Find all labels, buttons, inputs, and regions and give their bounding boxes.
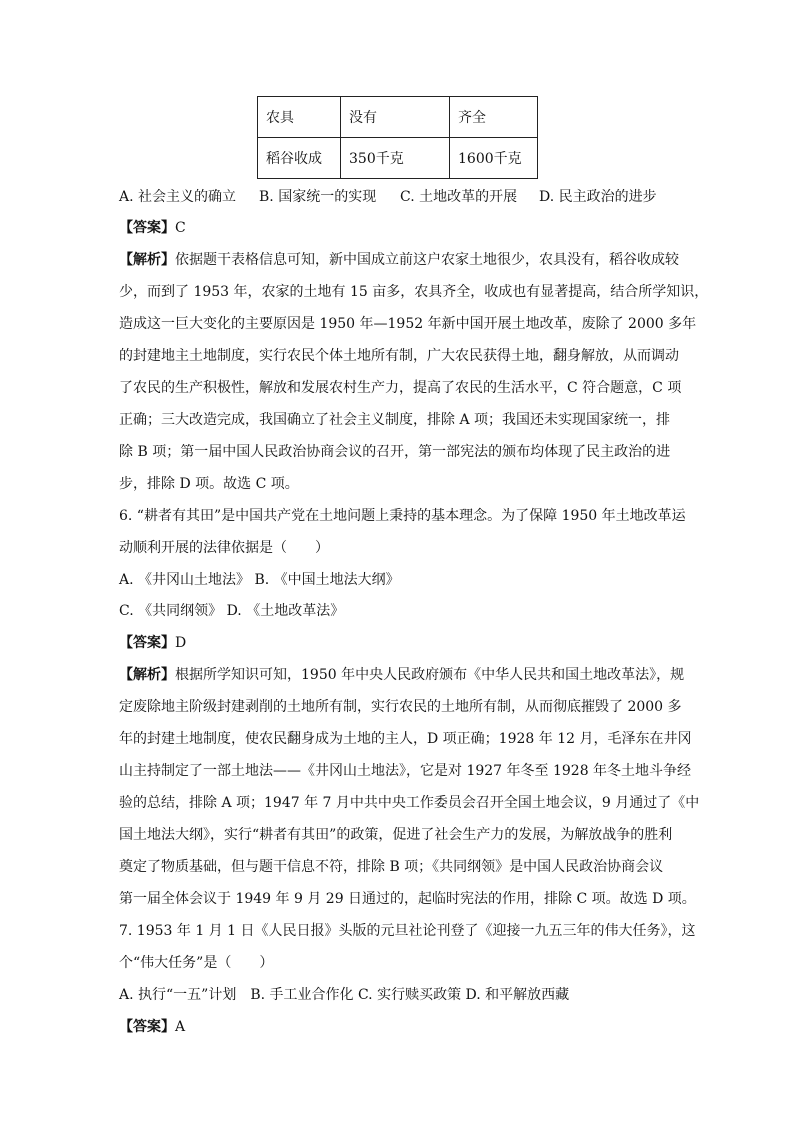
q7-options-line: A. 执行“一五”计划 B. 手工业合作化 C. 实行赎买政策 D. 和平解放西藏 — [119, 987, 570, 1003]
q5-analysis-line: 的封建地主土地制度，实行农民个体土地所有制，广大农民获得土地，翻身解放，从而调动 — [119, 348, 679, 364]
option-a: A. 社会主义的确立 — [119, 189, 237, 205]
comparison-table — [257, 96, 538, 179]
table-cell: 350千克 — [341, 138, 450, 179]
analysis-text: 依据题干表格信息可知，新中国成立前这户农家土地很少，农具没有，稻谷收成较 — [175, 252, 679, 268]
q7-answer-line — [119, 1017, 679, 1037]
q6-analysis-line: 定废除地主阶级封建剥削的土地所有制，实行农民的土地所有制，从而彻底摧毁了 2000 多 — [119, 699, 682, 715]
analysis-tag: 【解析】 — [119, 667, 175, 683]
q5-analysis-line: 造成这一巨大变化的主要原因是 1950 年—1952 年新中国开展土地改革，废除了 2000 多年 — [119, 316, 697, 332]
q6-analysis-line: 山主持制定了一部土地法——《井冈山土地法》，它是对 1927 年冬至 1928 年冬土地斗争经 — [119, 763, 692, 779]
table-cell: 农具 — [258, 97, 341, 138]
q7-stem-line: 7. 1953 年 1 月 1 日《人民日报》头版的元旦社论刊登了《迎接一九五三年的伟大任务》，这 — [119, 923, 696, 939]
option-c: C. 土地改革的开展 — [400, 189, 518, 205]
table-cell: 齐全 — [450, 97, 538, 138]
q6-options-line: A. 《井冈山土地法》 B. 《中国土地法大纲》 — [119, 572, 400, 588]
q5-analysis-line: 除 B 项；第一届中国人民政治协商会议的召开，第一部宪法的颁布均体现了民主政治的进 — [119, 444, 671, 460]
q5-analysis-line: 正确；三大改造完成，我国确立了社会主义制度，排除 A 项；我国还未实现国家统一，排 — [119, 412, 671, 428]
table-cell: 1600千克 — [450, 138, 538, 179]
q6-analysis-line: 奠定了物质基础，但与题干信息不符，排除 B 项；《共同纲领》是中国人民政治协商会议 — [119, 859, 664, 875]
q6-analysis-line: 验的总结，排除 A 项；1947 年 7 月中共中央工作委员会召开全国土地会议，9 月通过了《中 — [119, 795, 700, 811]
answer-value: D — [175, 635, 187, 651]
q5-analysis-line — [119, 250, 679, 270]
q5-analysis-line: 步，排除 D 项。故选 C 项。 — [119, 476, 299, 492]
q6-analysis-line: 国土地法大纲》，实行“耕者有其田”的政策，促进了社会生产力的发展，为解放战争的胜利 — [119, 827, 673, 843]
option-b: B. 国家统一的实现 — [259, 189, 377, 205]
q6-stem-line: 动顺利开展的法律依据是（ ） — [119, 540, 329, 556]
answer-tag: 【答案】 — [119, 1019, 175, 1035]
q5-options — [119, 187, 679, 207]
q6-analysis-line: 年的封建土地制度，使农民翻身成为土地的主人，D 项正确；1928 年 12 月，毛泽东在井冈 — [119, 731, 692, 747]
table-row — [258, 97, 538, 138]
table-row — [258, 138, 538, 179]
q6-analysis-line — [119, 665, 685, 685]
answer-tag: 【答案】 — [119, 635, 175, 651]
q6-options-line: C. 《共同纲领》 D. 《土地改革法》 — [119, 603, 345, 619]
q6-answer-line — [119, 633, 679, 653]
q5-answer-line — [119, 218, 679, 238]
option-d: D. 民主政治的进步 — [539, 189, 657, 205]
answer-value: A — [175, 1019, 186, 1035]
q6-analysis-line: 第一届全体会议于 1949 年 9 月 29 日通过的，起临时宪法的作用，排除 C 项。故选 D 项。 — [119, 891, 696, 907]
answer-tag: 【答案】 — [119, 220, 175, 236]
q7-stem-line: 个“伟大任务”是（ ） — [119, 955, 274, 971]
q6-stem-line: 6. “耕者有其田”是中国共产党在土地问题上秉持的基本理念。为了保障 1950 年土地改革运 — [119, 508, 686, 524]
analysis-text: 根据所学知识可知，1950 年中央人民政府颁布《中华人民共和国土地改革法》，规 — [175, 667, 685, 683]
q5-analysis-line: 了农民的生产积极性，解放和发展农村生产力，提高了农民的生活水平，C 符合题意，C 项 — [119, 380, 682, 396]
q5-analysis-line: 少，而到了 1953 年，农家的土地有 15 亩多，农具齐全，收成也有显著提高，结合所学知识， — [119, 284, 709, 300]
answer-value: C — [175, 220, 186, 236]
table-cell: 没有 — [341, 97, 450, 138]
analysis-tag: 【解析】 — [119, 252, 175, 268]
table-cell: 稻谷收成 — [258, 138, 341, 179]
